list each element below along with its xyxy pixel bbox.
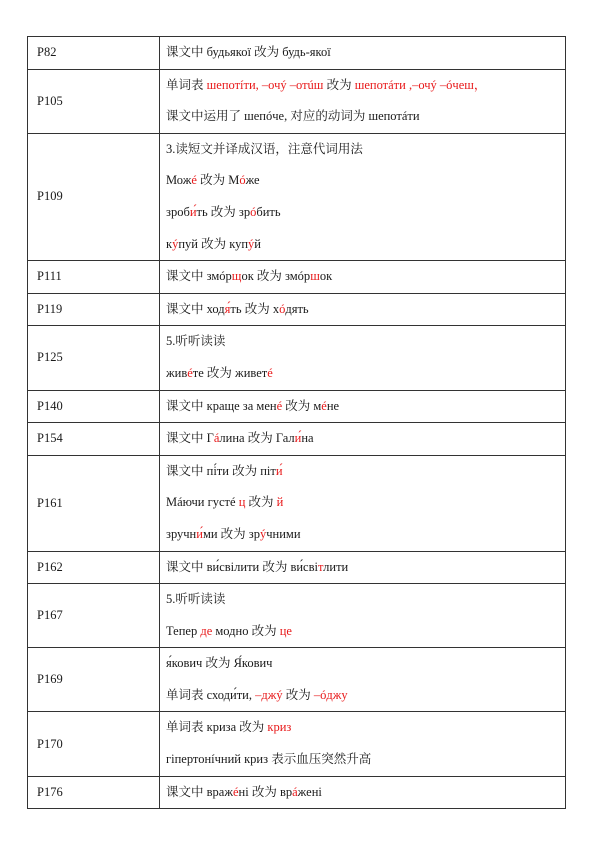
text-segment: 单词表: [166, 77, 207, 92]
correction-cell: [160, 69, 566, 133]
text-segment: 3.读短文并译成汉语，注意代词用法: [166, 141, 363, 156]
corrected-text: я́: [224, 301, 231, 316]
correction-line: [166, 326, 561, 358]
correction-line: [166, 777, 561, 809]
text-segment: 课文中 будьякої 改为 будь-якої: [166, 45, 331, 59]
page-number-cell: P119: [28, 293, 160, 326]
correction-line: [166, 648, 561, 680]
correction-line: [166, 37, 561, 69]
corrected-text: шепотáти ,–очý –óчеш，: [354, 77, 487, 92]
corrected-text: й: [276, 495, 284, 510]
page-number-cell: P111: [28, 261, 160, 294]
corrected-text: и́: [196, 526, 203, 541]
correction-line: [166, 552, 561, 584]
text-segment: модно 改为: [212, 623, 280, 638]
correction-line: [166, 391, 561, 423]
correction-cell: [160, 261, 566, 294]
corrected-text: é: [321, 398, 327, 413]
errata-row: [28, 293, 566, 326]
errata-row: [28, 455, 566, 551]
page-number-cell: P109: [28, 133, 160, 260]
text-segment: 5.听听读读: [166, 592, 226, 607]
corrected-text: и́: [294, 431, 302, 446]
text-segment: Мож: [166, 173, 192, 188]
correction-line: [166, 261, 561, 293]
correction-line: [166, 134, 561, 166]
text-segment: лити: [323, 559, 349, 574]
text-segment: на: [301, 431, 314, 446]
correction-cell: [160, 293, 566, 326]
errata-row: [28, 423, 566, 456]
corrected-text: é: [187, 365, 193, 380]
text-segment: 改为: [245, 495, 277, 510]
text-segment: те 改为 живет: [192, 365, 268, 380]
correction-line: [166, 584, 561, 616]
text-segment: не: [326, 398, 340, 413]
corrected-text: é: [191, 173, 197, 188]
page-number-cell: P162: [28, 551, 160, 584]
corrected-text: криз: [267, 720, 292, 735]
correction-line: [166, 487, 561, 519]
text-segment: 课文中 краще за мен: [166, 398, 277, 413]
text-segment: 课文中 змóр: [166, 269, 232, 284]
text-segment: 改为 М: [196, 173, 240, 188]
text-segment: чними: [266, 526, 301, 541]
text-segment: 单词表 сходи́ти,: [166, 687, 256, 702]
text-segment: 改为 м: [282, 398, 322, 413]
errata-row: [28, 584, 566, 648]
text-segment: же: [245, 173, 260, 188]
text-segment: ок 改为 змóр: [241, 269, 311, 284]
correction-cell: [160, 326, 566, 390]
correction-cell: [160, 712, 566, 776]
corrected-text: –óджу: [313, 687, 348, 702]
text-segment: жені: [297, 784, 322, 799]
correction-line: [166, 70, 561, 102]
corrected-text: це: [279, 623, 292, 638]
page-number-cell: P140: [28, 390, 160, 423]
correction-line: [166, 197, 561, 229]
text-segment: ть 改为 зр: [196, 204, 251, 219]
corrected-text: т: [317, 559, 324, 574]
corrected-text: и́: [189, 204, 197, 219]
text-segment: к: [166, 236, 173, 251]
text-segment: ми 改为 зр: [202, 526, 260, 541]
errata-row: [28, 390, 566, 423]
text-segment: 课文中 враж: [166, 784, 233, 799]
correction-line: [166, 101, 561, 133]
errata-row: [28, 712, 566, 776]
errata-row: [28, 69, 566, 133]
text-segment: 课文中 Г: [166, 431, 214, 446]
correction-line: [166, 456, 561, 488]
corrected-text: á: [292, 784, 298, 799]
errata-table: [27, 36, 566, 809]
correction-cell: [160, 423, 566, 456]
text-segment: лина 改为 Гал: [219, 431, 295, 446]
corrected-text: –джý: [255, 687, 283, 702]
errata-row: [28, 133, 566, 260]
page-number-cell: P176: [28, 776, 160, 809]
corrected-text: ý: [260, 526, 267, 541]
errata-row: [28, 551, 566, 584]
correction-line: [166, 680, 561, 712]
corrected-text: щ: [231, 269, 242, 284]
corrected-text: é: [276, 398, 283, 413]
text-segment: пуй 改为 куп: [178, 236, 249, 251]
correction-line: [166, 358, 561, 390]
corrected-text: á: [213, 431, 220, 446]
text-segment: Тепер: [166, 623, 201, 638]
errata-row: [28, 37, 566, 70]
corrected-text: ó: [250, 204, 257, 219]
errata-row: [28, 648, 566, 712]
correction-line: [166, 423, 561, 455]
corrected-text: ш: [310, 269, 320, 284]
corrected-text: шепотíти, –очý –отúш: [206, 77, 324, 92]
correction-cell: [160, 455, 566, 551]
text-segment: я́кович 改为 Я́кович: [166, 656, 273, 671]
text-segment: ні 改为 вр: [238, 784, 293, 799]
errata-row: [28, 776, 566, 809]
correction-line: [166, 712, 561, 744]
correction-cell: [160, 648, 566, 712]
page-number-cell: P125: [28, 326, 160, 390]
corrected-text: ý: [248, 236, 255, 251]
text-segment: гіпертонíчний криз 表示血压突然升高: [166, 752, 372, 767]
text-segment: 单词表 криза 改为: [166, 720, 268, 735]
correction-cell: [160, 776, 566, 809]
corrected-text: ó: [239, 173, 246, 188]
correction-cell: [160, 584, 566, 648]
correction-cell: [160, 133, 566, 260]
text-segment: й: [254, 236, 261, 251]
text-segment: 改为: [323, 77, 355, 92]
page-number-cell: P170: [28, 712, 160, 776]
corrected-text: é: [232, 784, 239, 799]
text-segment: 5.听听读读: [166, 334, 226, 349]
correction-line: [166, 165, 561, 197]
text-segment: 课文中 ход: [166, 301, 225, 316]
corrected-text: ц: [238, 495, 246, 510]
page-number-cell: P169: [28, 648, 160, 712]
correction-cell: [160, 551, 566, 584]
corrected-text: ó: [279, 301, 286, 316]
corrected-text: ý: [172, 236, 179, 251]
correction-line: [166, 229, 561, 261]
corrected-text: и́: [275, 463, 283, 478]
text-segment: Мáючи густé: [166, 495, 239, 510]
page-number-cell: P167: [28, 584, 160, 648]
correction-line: [166, 294, 561, 326]
errata-row: [28, 261, 566, 294]
errata-row: [28, 326, 566, 390]
text-segment: 改为: [282, 687, 314, 702]
correction-line: [166, 616, 561, 648]
corrected-text: де: [200, 623, 213, 638]
corrected-text: é: [267, 365, 273, 380]
text-segment: зроб: [166, 204, 190, 219]
text-segment: ок: [319, 269, 333, 284]
text-segment: ти 改为 піт: [216, 463, 276, 478]
correction-cell: [160, 390, 566, 423]
text-segment: жив: [166, 365, 188, 380]
page-number-cell: P82: [28, 37, 160, 70]
page-number-cell: P154: [28, 423, 160, 456]
text-segment: бить: [256, 204, 281, 219]
text-segment: 课文中 пі: [166, 463, 217, 478]
text-segment: зручн: [166, 526, 197, 541]
text-segment: 课文中 ви́свілити 改为 ви́сві: [166, 559, 318, 574]
page-number-cell: P105: [28, 69, 160, 133]
text-segment: ть 改为 х: [230, 301, 280, 316]
text-segment: дять: [285, 301, 309, 316]
text-segment: 课文中运用了 шепóче, 对应的动词为 шепотáти: [166, 109, 420, 124]
correction-cell: [160, 37, 566, 70]
correction-line: [166, 744, 561, 776]
correction-line: [166, 519, 561, 551]
errata-table-body: [28, 37, 566, 809]
page-number-cell: P161: [28, 455, 160, 551]
